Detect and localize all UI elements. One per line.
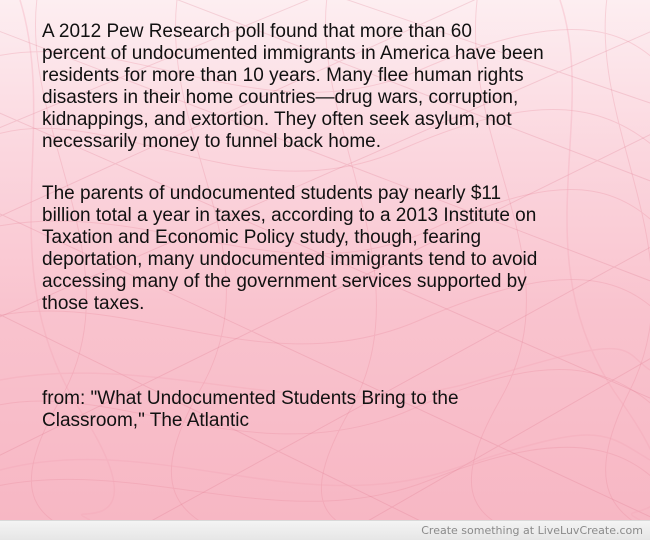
footer-credit-link[interactable]: Create something at LiveLuvCreate.com — [421, 524, 643, 537]
footer-bar — [0, 520, 650, 540]
quote-paragraph-1: A 2012 Pew Research poll found that more than 60 percent of undocumented immigrants in America have been residents for more than 10 years. Many flee human rights disasters in their home countries—drug wars, corruption, kidnappings, and extortion. They often seek asylum, not necessarily money to funnel back home. — [42, 21, 544, 152]
quote-paragraph-2: The parents of undocumented students pay nearly $11 billion total a year in taxes, according to a 2013 Institute on Taxation and Economic Policy study, though, fearing deportation, many undocumented immigrants tend to avoid accessing many of the government services supported by those taxes. — [42, 183, 538, 314]
quote-source: from: "What Undocumented Students Bring to the Classroom," The Atlantic — [42, 388, 459, 431]
